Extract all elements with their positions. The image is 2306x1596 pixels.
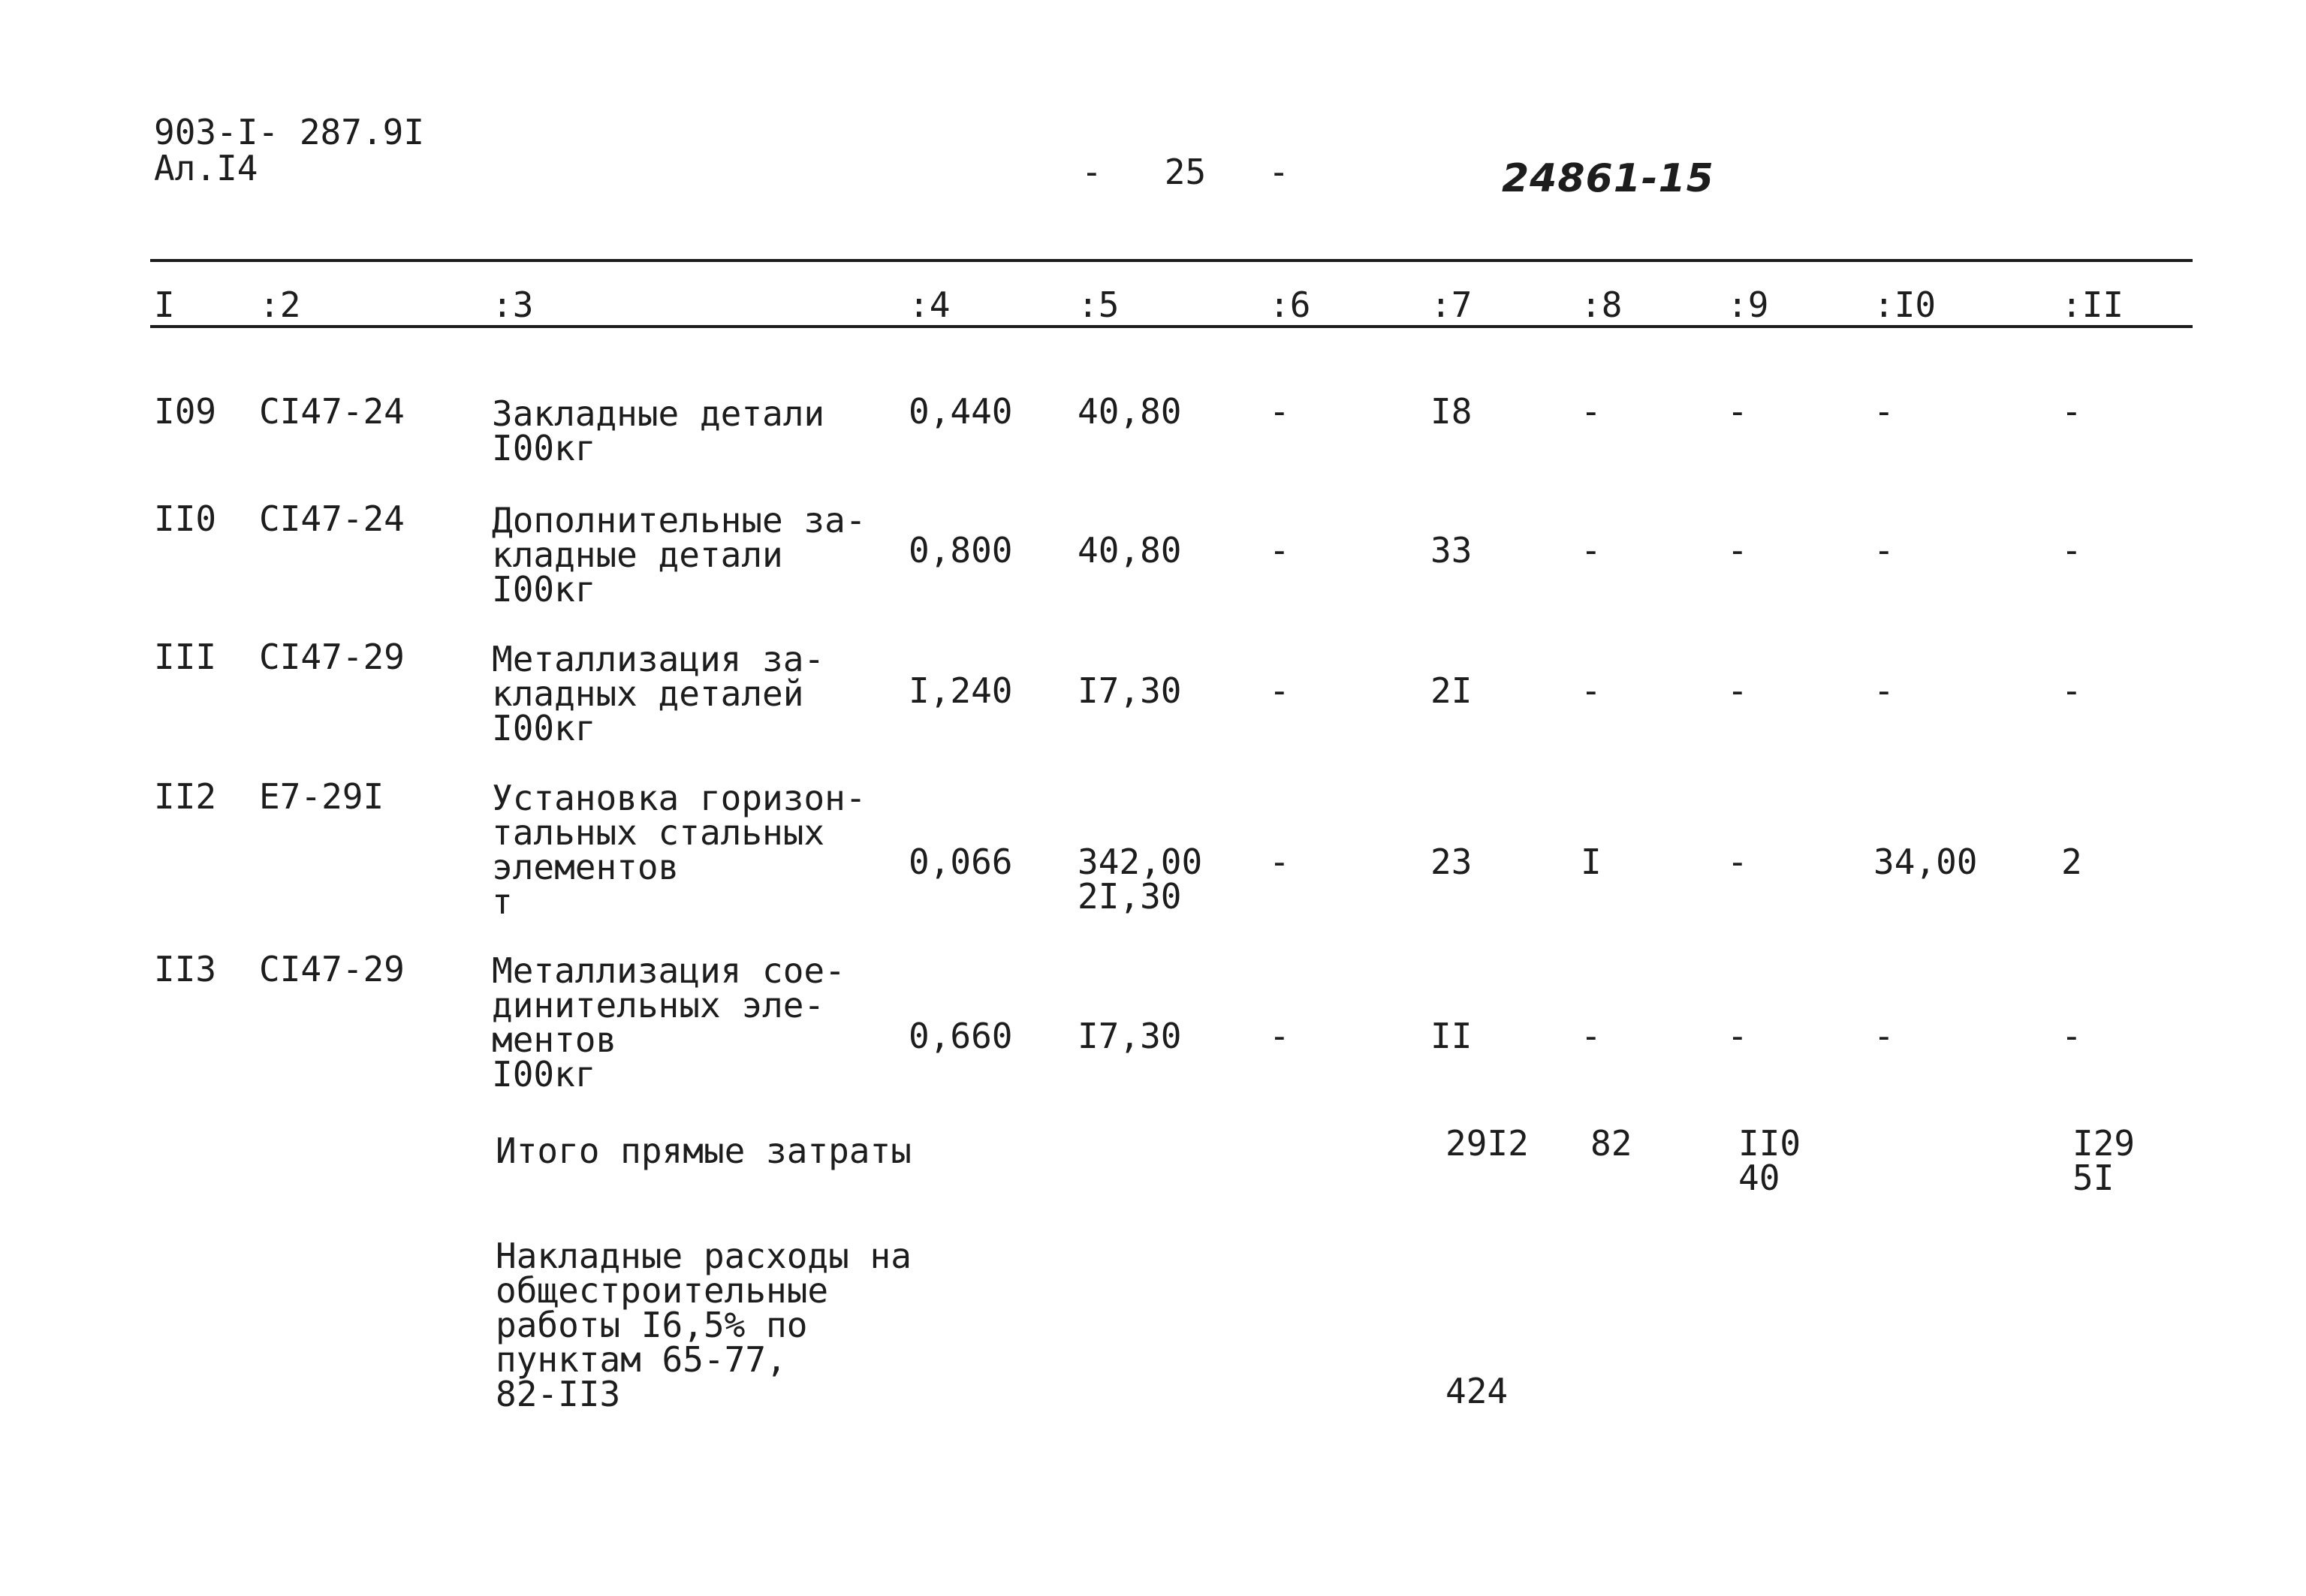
row-description: Установка горизон- тальных стальных элементов т — [492, 778, 867, 922]
totals-col7: 29I2 — [1445, 1123, 1529, 1164]
totals-col9: II0 40 — [1738, 1123, 1801, 1198]
row-col5: I7,30 — [1078, 670, 1182, 711]
row-col8: - — [1581, 391, 1602, 432]
overhead-col7: 424 — [1445, 1371, 1509, 1411]
row-col11: - — [2061, 670, 2082, 711]
handwritten-number: 24861-15 — [1502, 156, 1714, 201]
row-col4: 0,800 — [909, 530, 1013, 571]
row-col6: - — [1269, 391, 1290, 432]
overhead-label: Накладные расходы на общестроительные работы I6,5% по пунктам 65-77, 82-II3 — [496, 1236, 912, 1414]
row-col11: - — [2061, 530, 2082, 571]
column-header-7: :7 — [1430, 285, 1473, 325]
row-col5: I7,30 — [1078, 1016, 1182, 1056]
column-header-3: :3 — [492, 285, 534, 325]
row-col4: I,240 — [909, 670, 1013, 711]
row-col7: 23 — [1430, 842, 1473, 882]
column-header-11: :II — [2061, 285, 2124, 325]
totals-col11: I29 5I — [2072, 1123, 2136, 1198]
page-number: - 25 - — [1081, 152, 1289, 192]
row-col8: - — [1581, 670, 1602, 711]
sheet-number: Ал.I4 — [154, 148, 258, 188]
row-col7: I8 — [1430, 391, 1473, 432]
row-col6: - — [1269, 1016, 1290, 1056]
row-col9: - — [1727, 530, 1748, 571]
row-col10: - — [1873, 530, 1895, 571]
row-col9: - — [1727, 1016, 1748, 1056]
row-col4: 0,440 — [909, 391, 1013, 432]
row-col9: - — [1727, 842, 1748, 882]
row-col9: - — [1727, 391, 1748, 432]
row-number: II0 — [154, 498, 217, 539]
row-code: CI47-24 — [259, 498, 405, 539]
row-col8: - — [1581, 1016, 1602, 1056]
table-header-rule — [150, 325, 2193, 328]
row-col4: 0,066 — [909, 842, 1013, 882]
row-col10: - — [1873, 391, 1895, 432]
row-col7: 33 — [1430, 530, 1473, 571]
column-header-5: :5 — [1078, 285, 1120, 325]
row-col4: 0,660 — [909, 1016, 1013, 1056]
row-number: I09 — [154, 391, 217, 432]
row-col10: - — [1873, 1016, 1895, 1056]
totals-label: Итого прямые затраты — [496, 1131, 912, 1171]
column-header-6: :6 — [1269, 285, 1311, 325]
document-code: 903-I- 287.9I — [154, 112, 425, 152]
row-code: CI47-29 — [259, 949, 405, 989]
totals-col8: 82 — [1590, 1123, 1632, 1164]
column-header-4: :4 — [909, 285, 951, 325]
row-col11: - — [2061, 391, 2082, 432]
row-description: Дополнительные за- кладные детали I00кг — [492, 500, 867, 610]
row-col6: - — [1269, 842, 1290, 882]
row-col11: - — [2061, 1016, 2082, 1056]
row-col5: 40,80 — [1078, 530, 1182, 571]
row-description: Металлизация за- кладных деталей I00кг — [492, 639, 825, 748]
column-header-1: I — [154, 285, 175, 325]
row-number: II2 — [154, 776, 217, 817]
row-col6: - — [1269, 530, 1290, 571]
row-code: CI47-24 — [259, 391, 405, 432]
column-header-8: :8 — [1581, 285, 1623, 325]
row-description: Металлизация сое- динительных эле- ментов I00кг — [492, 950, 846, 1095]
row-col11: 2 — [2061, 842, 2082, 882]
column-header-9: :9 — [1727, 285, 1769, 325]
column-header-2: :2 — [259, 285, 301, 325]
row-description: Закладные детали I00кг — [492, 393, 825, 468]
row-col7: 2I — [1430, 670, 1473, 711]
row-col7: II — [1430, 1016, 1473, 1056]
row-col5: 40,80 — [1078, 391, 1182, 432]
row-col10: - — [1873, 670, 1895, 711]
row-col5: 342,00 2I,30 — [1078, 842, 1203, 917]
column-header-10: :I0 — [1873, 285, 1937, 325]
row-number: III — [154, 637, 217, 677]
row-col8: I — [1581, 842, 1602, 882]
row-code: CI47-29 — [259, 637, 405, 677]
row-col6: - — [1269, 670, 1290, 711]
row-col10: 34,00 — [1873, 842, 1978, 882]
row-col9: - — [1727, 670, 1748, 711]
row-code: E7-29I — [259, 776, 384, 817]
row-col8: - — [1581, 530, 1602, 571]
table-top-rule — [150, 259, 2193, 262]
row-number: II3 — [154, 949, 217, 989]
